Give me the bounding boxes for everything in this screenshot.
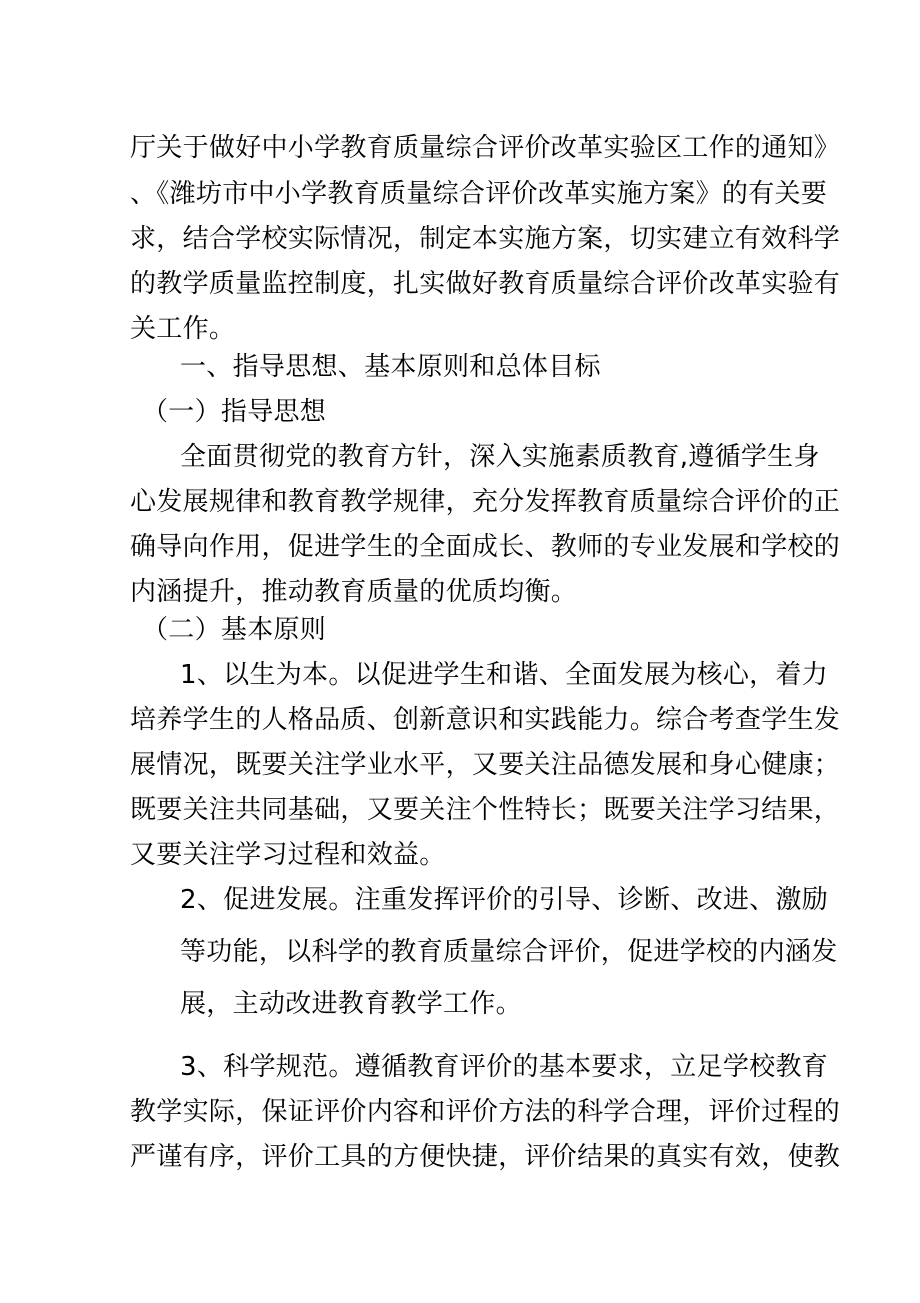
text-line-21: 3、科学规范。遵循教育评价的基本要求，立足学校教育 xyxy=(180,1052,829,1082)
text-line-1: 厅关于做好中小学教育质量综合评价改革实验区工作的通知》 xyxy=(130,133,841,163)
text-line-19: 等功能，以科学的教育质量综合评价，促进学校的内涵发 xyxy=(180,937,838,967)
text-line-13: 1、以生为本。以促进学生和谐、全面发展为核心，着力 xyxy=(180,660,829,690)
text-line-23: 严谨有序，评价工具的方便快捷，评价结果的真实有效，使教 xyxy=(130,1142,841,1172)
text-line-5: 关工作。 xyxy=(130,314,236,344)
text-line-17: 又要关注学习过程和效益。 xyxy=(130,840,446,870)
text-line-3: 求，结合学校实际情况，制定本实施方案，切实建立有效科学 xyxy=(130,224,841,254)
text-line-4: 的教学质量监控制度，扎实做好教育质量综合评价改革实验有 xyxy=(130,269,841,299)
text-line-8: 全面贯彻党的教育方针，深入实施素质教育,遵循学生身 xyxy=(180,442,820,472)
text-line-9: 心发展规律和教育教学规律，充分发挥教育质量综合评价的正 xyxy=(130,487,841,517)
text-line-15: 展情况，既要关注学业水平，又要关注品德发展和身心健康； xyxy=(130,750,841,780)
text-line-22: 教学实际，保证评价内容和评价方法的科学合理，评价过程的 xyxy=(130,1097,841,1127)
text-line-16: 既要关注共同基础，又要关注个性特长；既要关注学习结果， xyxy=(130,795,841,825)
subsection-heading-2: （二）基本原则 xyxy=(142,615,327,645)
subsection-heading-1: （一）指导思想 xyxy=(142,397,327,427)
text-line-11: 内涵提升，推动教育质量的优质均衡。 xyxy=(130,577,578,607)
text-line-14: 培养学生的人格品质、创新意识和实践能力。综合考查学生发 xyxy=(130,705,841,735)
text-line-18: 2、促进发展。注重发挥评价的引导、诊断、改进、激励 xyxy=(180,885,829,915)
section-heading-1: 一、指导思想、基本原则和总体目标 xyxy=(180,352,601,382)
text-line-2: 、《潍坊市中小学教育质量综合评价改革实施方案》的有关要 xyxy=(130,179,828,209)
text-line-10: 确导向作用，促进学生的全面成长、教师的专业发展和学校的 xyxy=(130,532,841,562)
text-line-20: 展，主动改进教育教学工作。 xyxy=(180,989,522,1019)
